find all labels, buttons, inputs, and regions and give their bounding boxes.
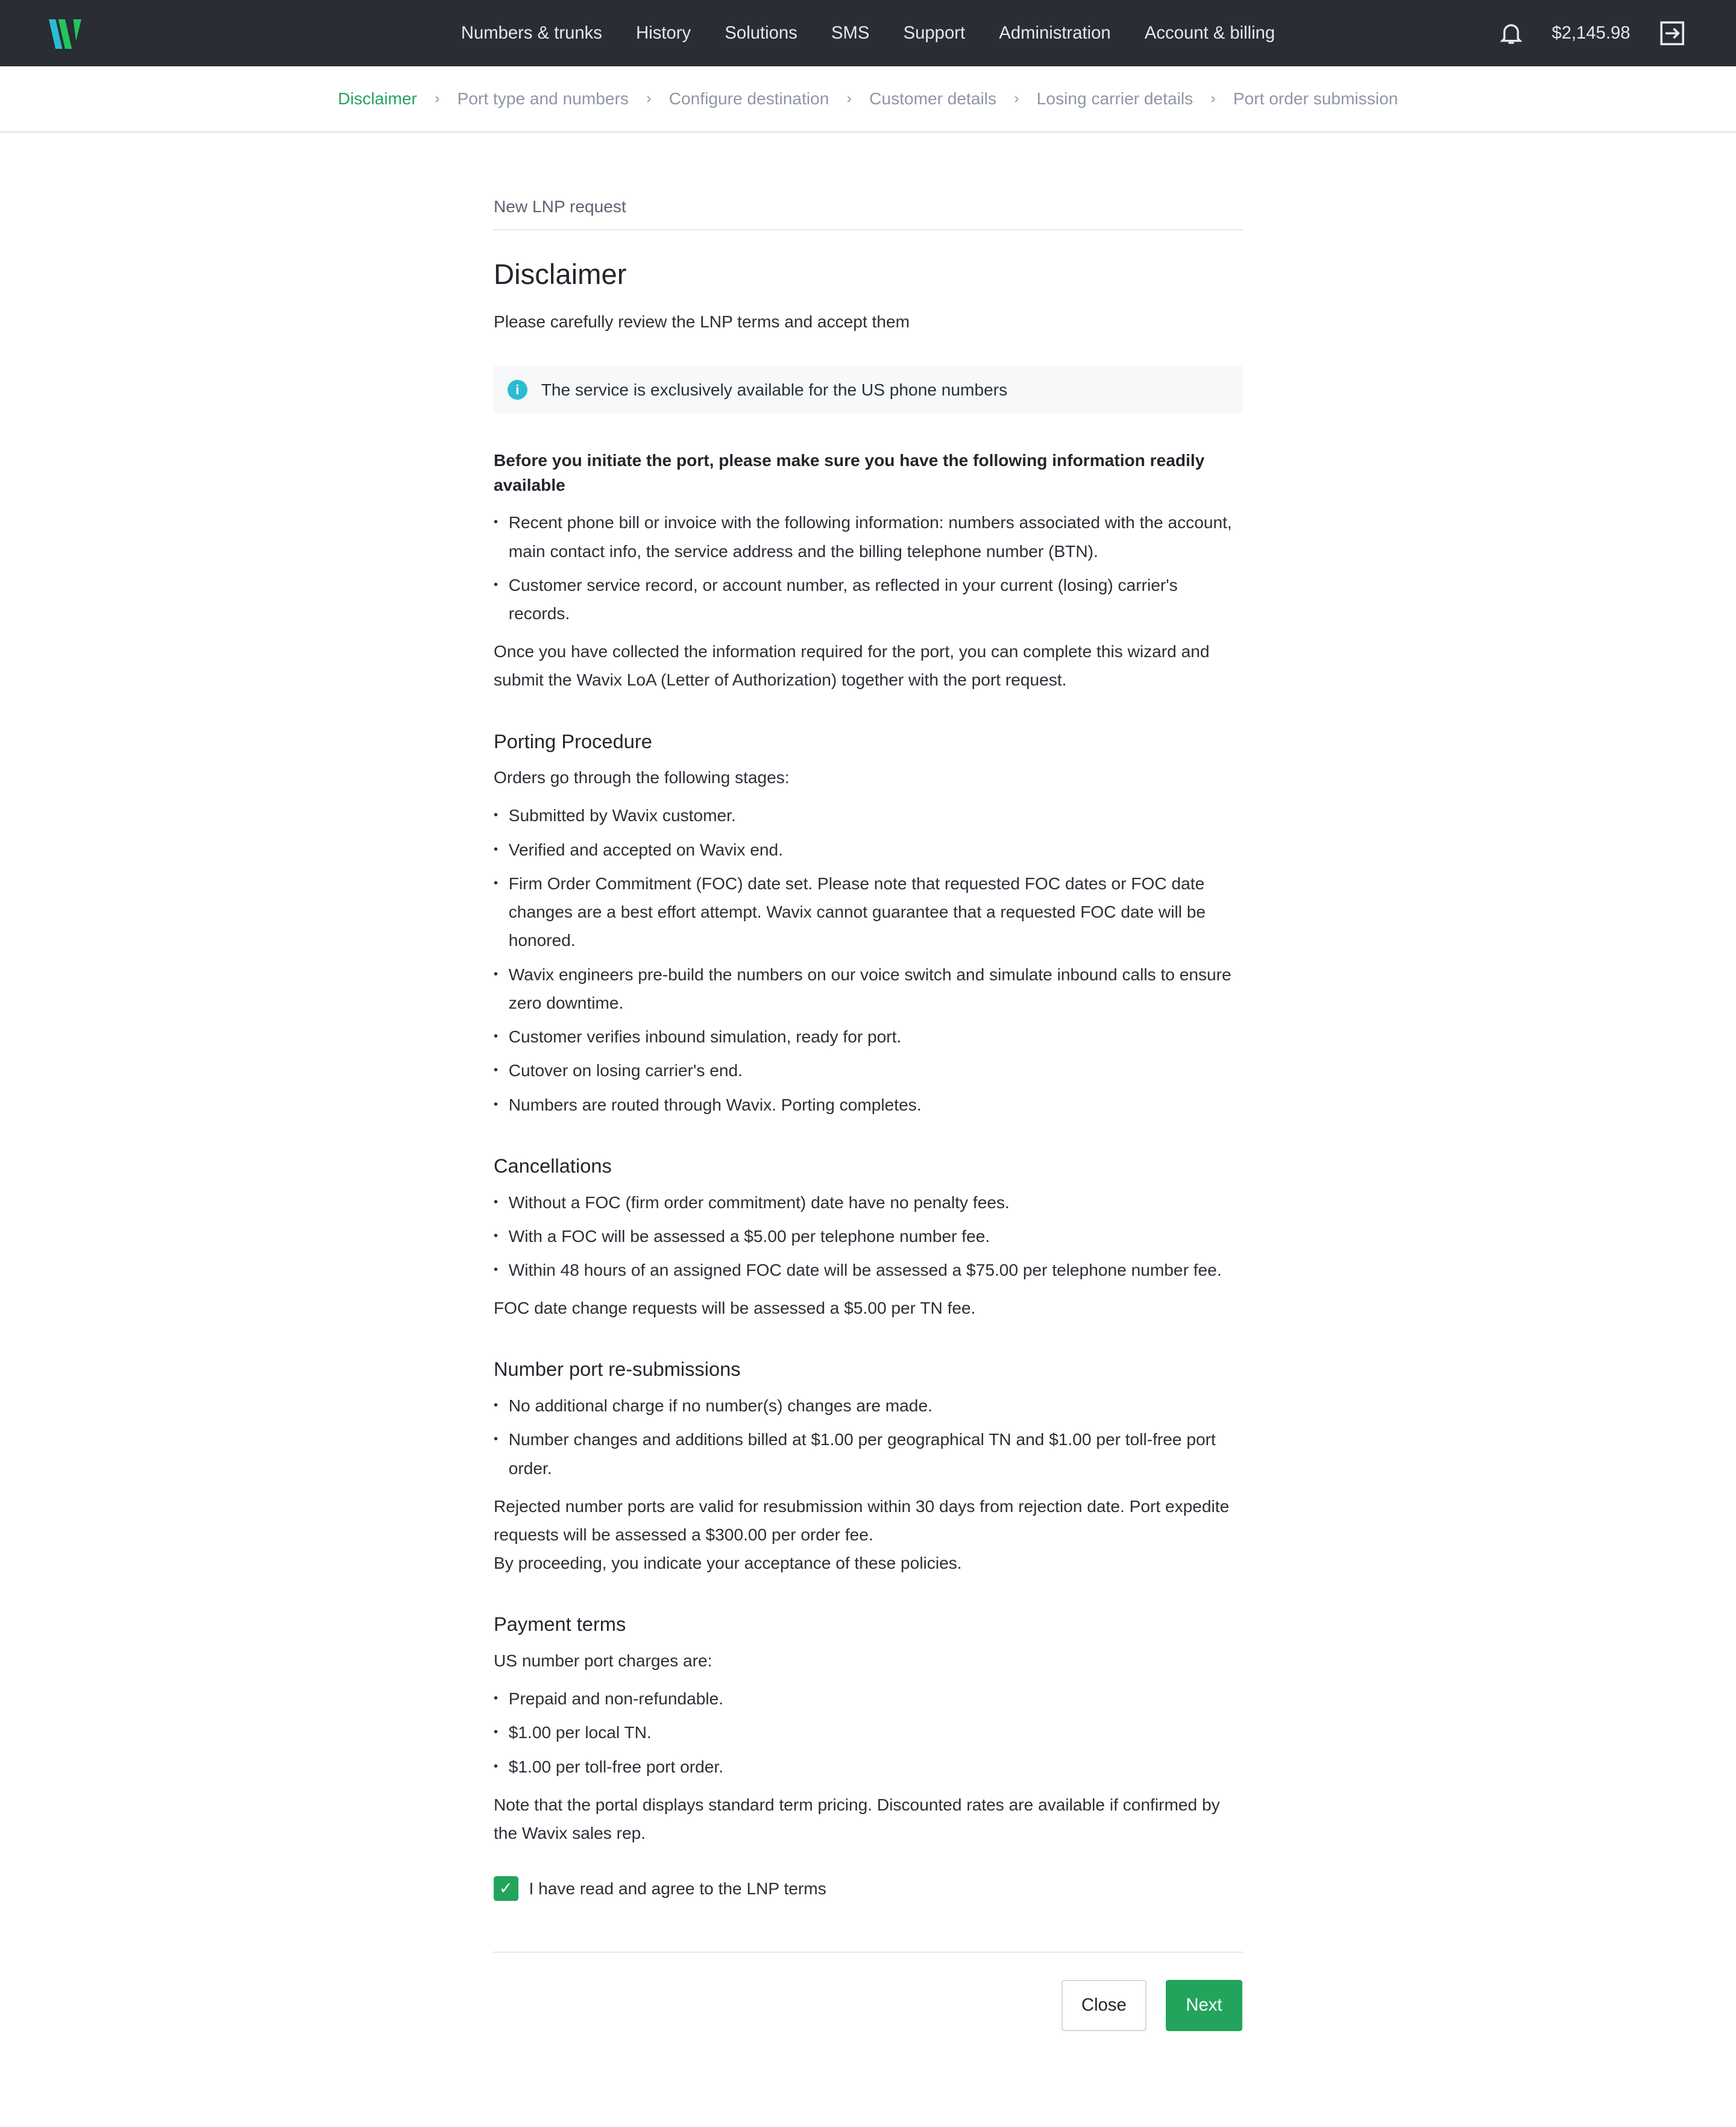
section-note: Rejected number ports are valid for resubmission within 30 days from rejection date. Port expedite requests will be assessed a $300.00 per order fee. xyxy=(494,1496,1230,1544)
list-item: • Within 48 hours of an assigned FOC date will be assessed a $75.00 per telephone number fee. xyxy=(494,1256,1242,1284)
nav-administration[interactable]: Administration xyxy=(999,23,1111,43)
section-note: FOC date change requests will be assessed a $5.00 per TN fee. xyxy=(494,1299,976,1317)
section-title: Cancellations xyxy=(494,1154,612,1177)
list-item: • With a FOC will be assessed a $5.00 per telephone number fee. xyxy=(494,1222,1242,1250)
next-button[interactable]: Next xyxy=(1166,1980,1242,2031)
section-note: By proceeding, you indicate your acceptance of these policies. xyxy=(494,1554,962,1572)
nav-solutions[interactable]: Solutions xyxy=(725,23,797,43)
intro-text: Please carefully review the LNP terms and accept them xyxy=(494,312,910,332)
list-item: • Submitted by Wavix customer. xyxy=(494,801,1242,830)
list-item: • Wavix engineers pre-build the numbers on our voice switch and simulate inbound calls to ensure zero downtime. xyxy=(494,960,1242,1018)
page-title: Disclaimer xyxy=(494,258,627,291)
section-note: Note that the portal displays standard term pricing. Discounted rates are available if confirmed by the Wavix sales rep. xyxy=(494,1795,1220,1842)
chevron-right-icon: › xyxy=(646,90,652,107)
list-item: • Customer service record, or account number, as reflected in your current (losing) carrier's records. xyxy=(494,571,1242,628)
step-port-type[interactable]: Port type and numbers xyxy=(457,89,629,109)
list-item: • Customer verifies inbound simulation, ready for port. xyxy=(494,1023,1242,1051)
list-item: • No additional charge if no number(s) changes are made. xyxy=(494,1391,1242,1420)
info-text: The service is exclusively available for the US phone numbers xyxy=(541,380,1008,399)
nav-history[interactable]: History xyxy=(636,23,691,43)
section-intro: Orders go through the following stages: xyxy=(494,768,790,787)
wavix-logo[interactable] xyxy=(49,19,92,49)
nav-support[interactable]: Support xyxy=(903,23,966,43)
close-button[interactable]: Close xyxy=(1061,1980,1147,2031)
list-item: • Numbers are routed through Wavix. Porting completes. xyxy=(494,1091,1242,1119)
section-title: Payment terms xyxy=(494,1613,626,1636)
list-item: • Cutover on losing carrier's end. xyxy=(494,1056,1242,1085)
section-intro: US number port charges are: xyxy=(494,1651,712,1670)
account-balance: $2,145.98 xyxy=(1552,23,1631,43)
list-item: • Number changes and additions billed at $1.00 per geographical TN and $1.00 per toll-free port order. xyxy=(494,1425,1242,1483)
list-item: • Prepaid and non-refundable. xyxy=(494,1684,1242,1713)
section-title: Number port re-submissions xyxy=(494,1358,741,1381)
agree-label: I have read and agree to the LNP terms xyxy=(529,1879,826,1898)
step-port-order-submission[interactable]: Port order submission xyxy=(1233,89,1398,109)
info-icon: i xyxy=(508,380,528,400)
agree-checkbox[interactable] xyxy=(494,1874,1242,1903)
step-disclaimer[interactable]: Disclaimer xyxy=(338,89,417,109)
step-configure-destination[interactable]: Configure destination xyxy=(668,89,829,109)
logout-icon[interactable] xyxy=(1660,21,1685,46)
bell-icon[interactable] xyxy=(1500,21,1522,46)
wizard-steps xyxy=(0,66,1736,133)
chevron-right-icon: › xyxy=(1014,90,1019,107)
top-nav xyxy=(0,0,1736,66)
step-customer-details[interactable]: Customer details xyxy=(869,89,997,109)
section-title: Porting Procedure xyxy=(494,729,652,752)
list-item: • Without a FOC (firm order commitment) date have no penalty fees. xyxy=(494,1188,1242,1217)
chevron-right-icon: › xyxy=(1210,90,1216,107)
before-note: Once you have collected the information required for the port, you can complete this wizard and submit the Wavix LoA (Letter of Authorization) together with the port request. xyxy=(494,642,1210,690)
list-item: • Firm Order Commitment (FOC) date set. Please note that requested FOC dates or FOC date changes are a best effort attempt. Wavix cannot guarantee that a requested FOC date will be honored. xyxy=(494,869,1242,955)
nav-account-billing[interactable]: Account & billing xyxy=(1144,23,1275,43)
chevron-right-icon: › xyxy=(435,90,440,107)
info-banner xyxy=(494,366,1242,414)
step-losing-carrier[interactable]: Losing carrier details xyxy=(1036,89,1194,109)
list-item: • Recent phone bill or invoice with the following information: numbers associated with the account, main contact info, the service address and the billing telephone number (BTN). xyxy=(494,508,1242,566)
page-subtitle: New LNP request xyxy=(494,192,1242,230)
list-item: • $1.00 per toll-free port order. xyxy=(494,1753,1242,1781)
list-item: • $1.00 per local TN. xyxy=(494,1718,1242,1747)
before-title: Before you initiate the port, please make sure you have the following information readily available xyxy=(494,451,1205,494)
nav-numbers-trunks[interactable]: Numbers & trunks xyxy=(461,23,602,43)
chevron-right-icon: › xyxy=(846,90,852,107)
disclaimer-content xyxy=(494,133,1242,2126)
nav-sms[interactable]: SMS xyxy=(831,23,870,43)
wizard-footer xyxy=(494,1952,1242,2126)
checkmark-icon[interactable]: ✓ xyxy=(494,1876,518,1901)
list-item: • Verified and accepted on Wavix end. xyxy=(494,836,1242,864)
